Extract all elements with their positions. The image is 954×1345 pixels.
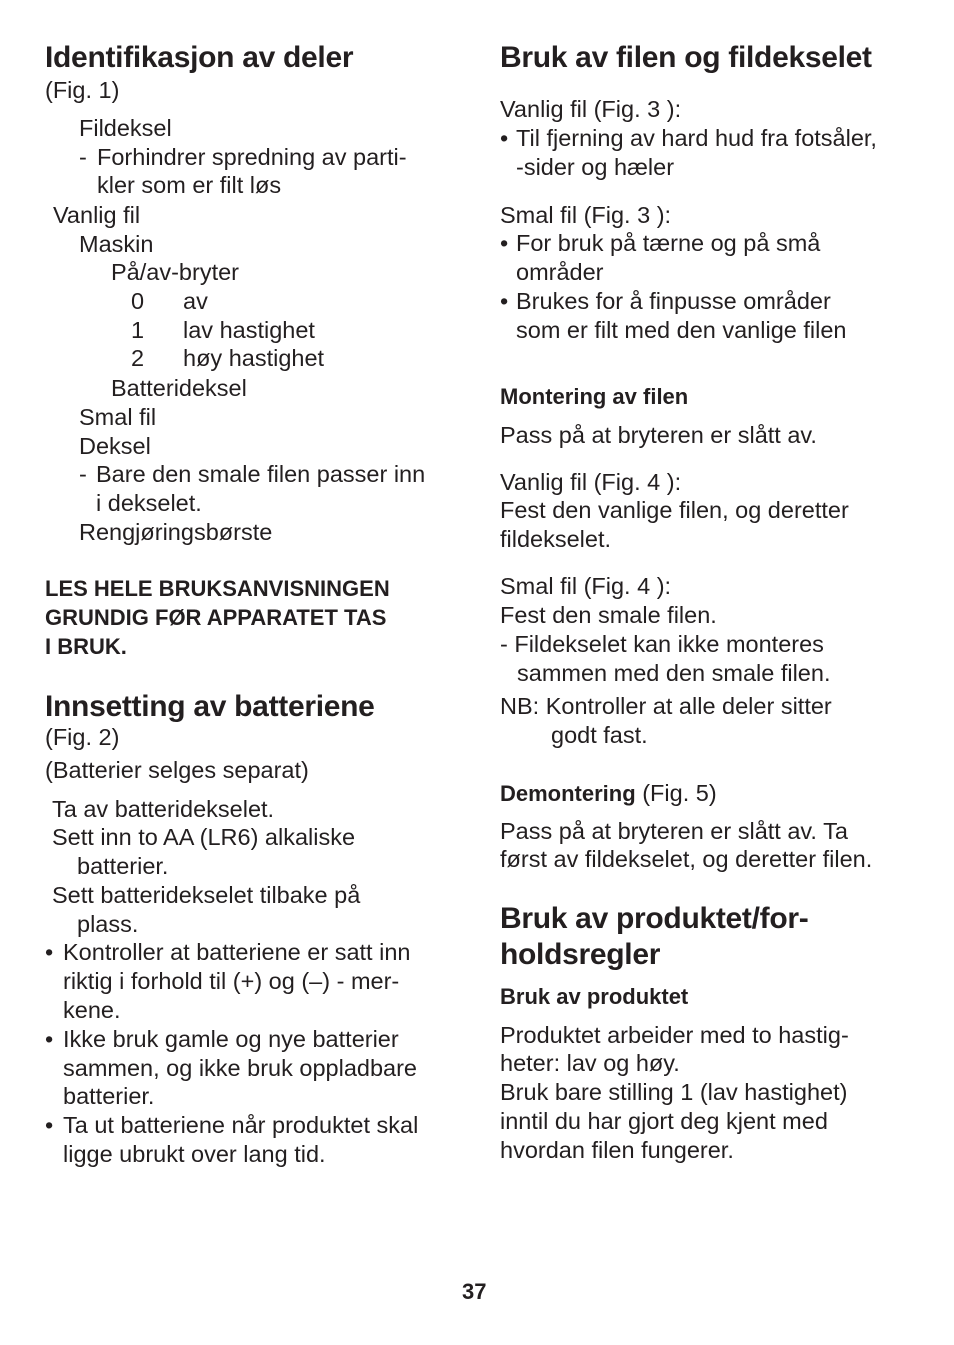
product-heading: holdsregler bbox=[500, 938, 661, 971]
battery-bullet-text: sammen, og ikke bruk oppladbare bbox=[63, 1055, 418, 1081]
battery-sold-separately: (Batterier selges separat) bbox=[45, 757, 309, 783]
bullet: • bbox=[500, 230, 509, 256]
usage-narrow-text: som er filt med den vanlige filen bbox=[516, 317, 847, 343]
mount-nb: godt fast. bbox=[551, 722, 648, 748]
battery-step: Sett inn to AA (LR6) alkaliske bbox=[52, 824, 356, 850]
mount-narrow-label: Smal fil (Fig. 4 ): bbox=[500, 573, 672, 599]
dismount-text: Pass på at bryteren er slått av. Ta bbox=[500, 818, 848, 844]
usage-narrow-text: områder bbox=[516, 259, 604, 285]
dismount-fig-ref: (Fig. 5) bbox=[635, 780, 717, 806]
battery-bullet-text: Ta ut batteriene når produktet skal bbox=[63, 1112, 419, 1138]
part-vanlig-fil: Vanlig fil bbox=[53, 202, 141, 228]
mount-switch-off: Pass på at bryteren er slått av. bbox=[500, 422, 817, 448]
usage-narrow-label: Smal fil (Fig. 3 ): bbox=[500, 202, 672, 228]
product-heading: Bruk av produktet/for- bbox=[500, 902, 809, 935]
warning-text: I BRUK. bbox=[45, 634, 127, 659]
bullet: • bbox=[45, 1026, 54, 1052]
battery-bullet-text: Kontroller at batteriene er satt inn bbox=[63, 939, 411, 965]
part-maskin: Maskin bbox=[79, 231, 154, 257]
mount-regular-label: Vanlig fil (Fig. 4 ): bbox=[500, 469, 682, 495]
usage-regular-text: Til fjerning av hard hud fra fotsåler, bbox=[516, 125, 877, 151]
part-deksel: Deksel bbox=[79, 433, 151, 459]
part-fildeksel-note: Forhindrer spredning av parti- bbox=[97, 144, 407, 170]
usage-heading: Bruk av filen og fildekselet bbox=[500, 41, 872, 74]
mount-narrow-text: Fest den smale filen. bbox=[500, 602, 717, 628]
switch-position-label: lav hastighet bbox=[183, 317, 315, 343]
mount-narrow-note: sammen med den smale filen. bbox=[517, 660, 831, 686]
bullet: • bbox=[45, 1112, 54, 1138]
battery-heading: Innsetting av batteriene bbox=[45, 690, 375, 723]
product-text: inntil du har gjort deg kjent med bbox=[500, 1108, 828, 1134]
part-fildeksel-note: kler som er filt løs bbox=[97, 172, 282, 198]
usage-narrow-text: Brukes for å finpusse områder bbox=[516, 288, 831, 314]
mount-regular-text: fildekselet. bbox=[500, 526, 612, 552]
mount-narrow-note: - Fildekselet kan ikke monteres bbox=[500, 631, 824, 657]
product-text: Bruk bare stilling 1 (lav hastighet) bbox=[500, 1079, 848, 1105]
part-brush: Rengjøringsbørste bbox=[79, 519, 273, 545]
product-text: Produktet arbeider med to hastig- bbox=[500, 1022, 849, 1048]
battery-bullet-text: riktig i forhold til (+) og (–) - mer- bbox=[63, 968, 400, 994]
product-text: hvordan filen fungerer. bbox=[500, 1137, 734, 1163]
usage-regular-label: Vanlig fil (Fig. 3 ): bbox=[500, 96, 682, 122]
bullet: • bbox=[45, 939, 54, 965]
part-batterideksel: Batterideksel bbox=[111, 375, 247, 401]
battery-bullet-text: kene. bbox=[63, 997, 121, 1023]
product-text: heter: lav og høy. bbox=[500, 1050, 680, 1076]
dismount-heading: Demontering bbox=[500, 781, 636, 806]
switch-position-number: 2 bbox=[131, 345, 145, 371]
warning-text: GRUNDIG FØR APPARATET TAS bbox=[45, 605, 387, 630]
ident-fig-ref: (Fig. 1) bbox=[45, 77, 120, 103]
dismount-text: først av fildekselet, og deretter filen. bbox=[500, 846, 873, 872]
switch-position-label: av bbox=[183, 288, 208, 314]
part-fildeksel: Fildeksel bbox=[79, 115, 172, 141]
battery-bullet-text: Ikke bruk gamle og nye batterier bbox=[63, 1026, 399, 1052]
battery-step: batterier. bbox=[77, 853, 169, 879]
page-number: 37 bbox=[462, 1279, 487, 1304]
mount-heading: Montering av filen bbox=[500, 384, 689, 409]
part-deksel-note: i dekselet. bbox=[96, 490, 202, 516]
switch-position-label: høy hastighet bbox=[183, 345, 325, 371]
ident-heading: Identifikasjon av deler bbox=[45, 41, 354, 74]
battery-step: Ta av batteridekselet. bbox=[52, 796, 275, 822]
dismount-heading-line bbox=[500, 779, 717, 808]
usage-regular-text: -sider og hæler bbox=[516, 154, 675, 180]
bullet: • bbox=[500, 125, 509, 151]
part-deksel-note: Bare den smale filen passer inn bbox=[96, 461, 426, 487]
dash: - bbox=[79, 461, 87, 487]
battery-bullet-text: ligge ubrukt over lang tid. bbox=[63, 1141, 326, 1167]
part-smal-fil: Smal fil bbox=[79, 404, 157, 430]
switch-position-number: 1 bbox=[131, 317, 145, 343]
warning-text: LES HELE BRUKSANVISNINGEN bbox=[45, 576, 390, 601]
battery-bullet-text: batterier. bbox=[63, 1083, 155, 1109]
switch-position-number: 0 bbox=[131, 288, 145, 314]
mount-regular-text: Fest den vanlige filen, og deretter bbox=[500, 497, 849, 523]
battery-fig-ref: (Fig. 2) bbox=[45, 724, 120, 750]
battery-step: Sett batteridekselet tilbake på bbox=[52, 882, 361, 908]
part-switch: På/av-bryter bbox=[111, 259, 239, 285]
dash: - bbox=[79, 144, 87, 170]
battery-step: plass. bbox=[77, 911, 139, 937]
bullet: • bbox=[500, 288, 509, 314]
mount-nb: NB: Kontroller at alle deler sitter bbox=[500, 693, 832, 719]
product-subheading: Bruk av produktet bbox=[500, 984, 689, 1009]
usage-narrow-text: For bruk på tærne og på små bbox=[516, 230, 821, 256]
